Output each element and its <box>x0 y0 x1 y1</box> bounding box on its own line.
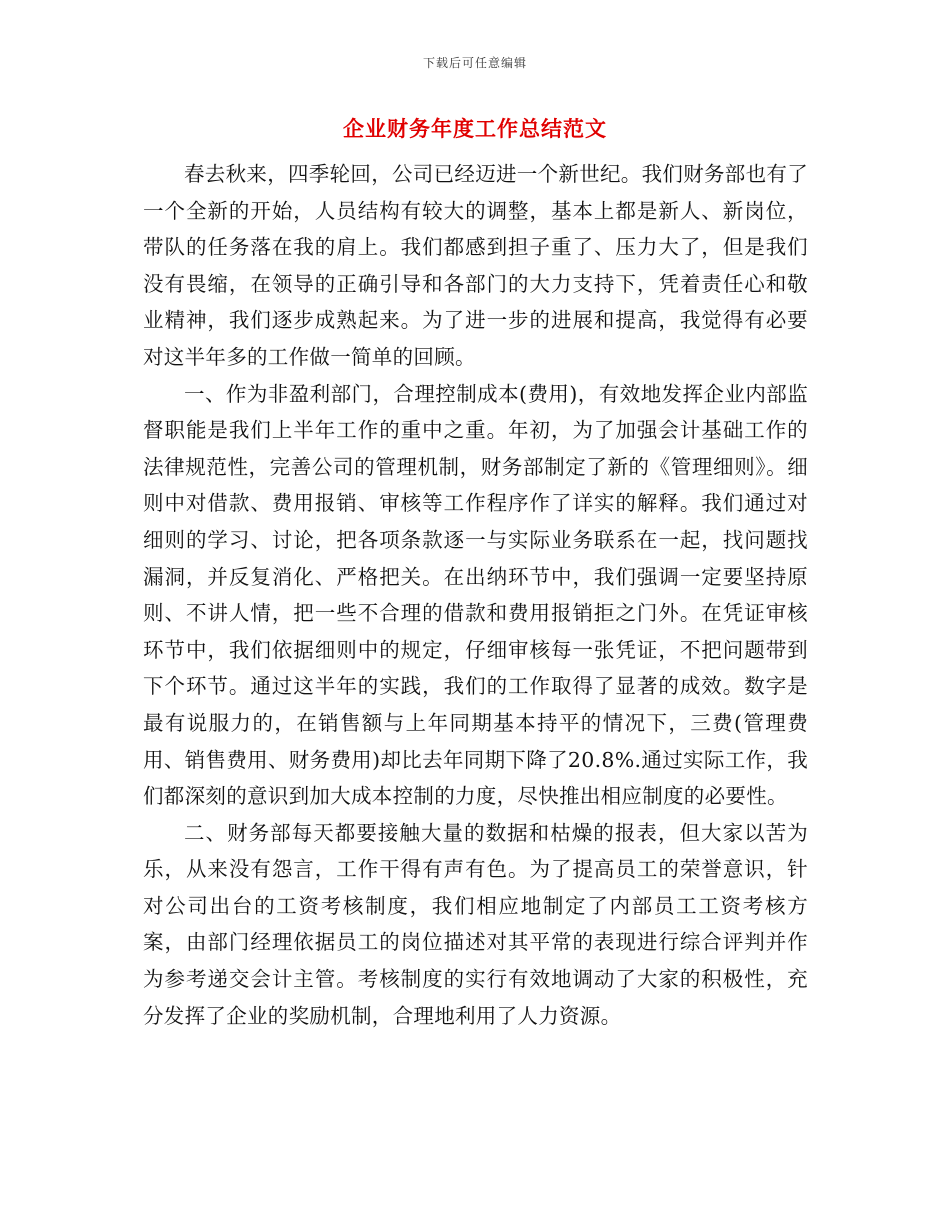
paragraph-intro: 春去秋来，四季轮回，公司已经迈进一个新世纪。我们财务部也有了一个全新的开始，人员结构有较大的调整，基本上都是新人、新岗位，带队的任务落在我的肩上。我们都感到担子重了、压力大了，但是我们没有畏缩，在领导的正确引导和各部门的大力支持下，凭着责任心和敬业精神，我们逐步成熟起来。为了进一步的进展和提高，我觉得有必要对这半年多的工作做一简单的回顾。 <box>143 162 808 369</box>
paragraph-section-one: 一、作为非盈利部门，合理控制成本(费用)，有效地发挥企业内部监督职能是我们上半年工作的重中之重。年初，为了加强会计基础工作的法律规范性，完善公司的管理机制，财务部制定了新的《管理细则》。细则中对借款、费用报销、审核等工作程序作了详实的解释。我们通过对细则的学习、讨论，把各项条款逐一与实际业务联系在一起，找问题找漏洞，并反复消化、严格把关。在出纳环节中，我们强调一定要坚持原则、不讲人情，把一些不合理的借款和费用报销拒之门外。在凭证审核环节中，我们依据细则中的规定，仔细审核每一张凭证，不把问题带到下个环节。通过这半年的实践，我们的工作取得了显著的成效。数字是最有说服力的，在销售额与上年同期基本持平的情况下，三费(管理费用、销售费用、财务费用)却比去年同期下降了20.8%.通过实际工作，我们都深刻的意识到加大成本控制的力度，尽快推出相应制度的必要性。 <box>143 381 808 809</box>
document-title: 企业财务年度工作总结范文 <box>343 116 607 141</box>
page-header-note: 下载后可任意编辑 <box>422 56 527 70</box>
document-body <box>143 156 808 1034</box>
paragraph-section-two: 二、财务部每天都要接触大量的数据和枯燥的报表，但大家以苦为乐，从来没有怨言，工作干得有声有色。为了提高员工的荣誉意识，针对公司出台的工资考核制度，我们相应地制定了内部员工工资考核方案，由部门经理依据员工的岗位描述对其平常的表现进行综合评判并作为参考递交会计主管。考核制度的实行有效地调动了大家的积极性，充分发挥了企业的奖励机制，合理地利用了人力资源。 <box>143 820 808 1028</box>
